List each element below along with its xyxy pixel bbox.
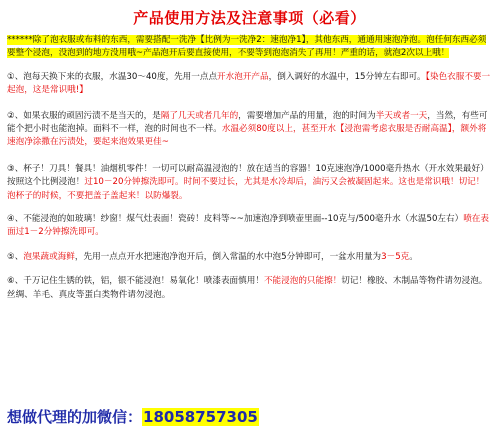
step-2-stubborn-stains <box>7 110 492 150</box>
step-1-text-a: ①、泡每天换下来的衣服，水温30～40度，先用一点点 <box>7 71 218 82</box>
agent-contact-label: 想做代理的加微信： <box>7 408 143 426</box>
intro-line-2: 通通用速泡净泡。泡任何东西必须要整个浸泡，没泡到的地方没用哦~产品泡开后要直接使用，不要 <box>7 35 487 59</box>
step-5-dosage: 3－5克 <box>381 251 410 262</box>
step-2-temperature-warning: 水温必须80度以上，甚至开水【浸泡需考虑衣服是否耐高温】，额外将速泡净涂撒在污渍处，要起来泡效果更佳~ <box>7 124 487 148</box>
step-3-warning: 过10－20分钟擦洗即可。时间不要过长，尤其是水冷却后，油污又会被凝固起来。这也是常识哦！切记！泡杯子的时候，不要把盖子盖起来！以防爆裂。 <box>7 177 485 201</box>
step-2-text-a: ②、如果衣服的顽固污渍不是当天的，是 <box>7 110 161 121</box>
step-3-text-a: ③、杯子！刀具！餐具！油烟机零件！一切可以耐高温浸泡的！放在适当的容器！10克速泡净/1000毫升热水（开水效果最好）按照这个比例浸泡！ <box>7 163 489 188</box>
step-6-text-c: 切记！橡胶、木制品等物件请勿浸泡。丝绸、羊毛、真皮等蛋白类物件请勿浸泡。 <box>7 276 488 300</box>
intro-paragraph <box>7 34 492 61</box>
step-2-duration: 半天或者一天 <box>375 110 428 121</box>
step-5-produce <box>7 251 492 264</box>
step-4-instruction: 喷在表面过1－2分钟擦洗即可。 <box>7 214 489 238</box>
step-5-text-e: 。 <box>409 251 418 262</box>
step-4-spray <box>7 213 492 240</box>
step-1-warning: 【染色衣服不要一起泡，这是常识哦!】 <box>7 71 491 96</box>
step-5-produce-seafood: 泡果蔬或海鲜 <box>23 251 75 262</box>
step-6-text-a: ⑥、千万记住生锈的铁，铝，银不能浸泡！易氧化！喷漆表面慎用！ <box>7 276 264 287</box>
step-3-kitchenware <box>7 163 492 203</box>
agent-contact <box>7 407 259 427</box>
step-2-text-c: ，需要增加产品的用量，泡的时间为 <box>238 110 376 121</box>
step-5-text-c: ，先用一点点开水把速泡净泡开后，倒入常温的水中泡5分钟即可，一盆水用量为 <box>74 251 382 262</box>
page-title: 产品使用方法及注意事项（必看） <box>133 9 366 27</box>
step-6-cautions <box>7 275 492 302</box>
step-1-text-c: ，倒入调好的水温中，15分钟左右即可。 <box>268 71 426 82</box>
step-1-clothes <box>7 71 492 98</box>
intro-line-3: 等到泡泡消失了再用！严重的话，就泡2次以上哦！ <box>254 48 450 59</box>
step-6-wipe-only: 不能浸泡的只能擦！ <box>263 276 342 287</box>
step-4-text-a: ④、不能浸泡的如玻璃！纱窗！煤气灶表面！瓷砖！皮料等~~加速泡净到喷壶里面--10克与/500毫升水（水温50左右） <box>7 214 464 225</box>
step-2-days-old: 隔了几天或者几年的 <box>160 110 239 121</box>
step-1-boiling-water: 开水泡开产品 <box>217 71 269 82</box>
wechat-number: 18058757305 <box>143 408 258 426</box>
intro-line-1: ******除了泡衣服或布料的东西，需要搭配一洗净【比例为一洗净2：速泡净1】，其他东西， <box>7 35 358 45</box>
step-2-text-e: ，当然，有些可能个把小时也能泡掉。面料不一样，泡的时间也不一样。 <box>7 110 488 135</box>
step-5-text-a: ⑤、 <box>7 251 24 262</box>
